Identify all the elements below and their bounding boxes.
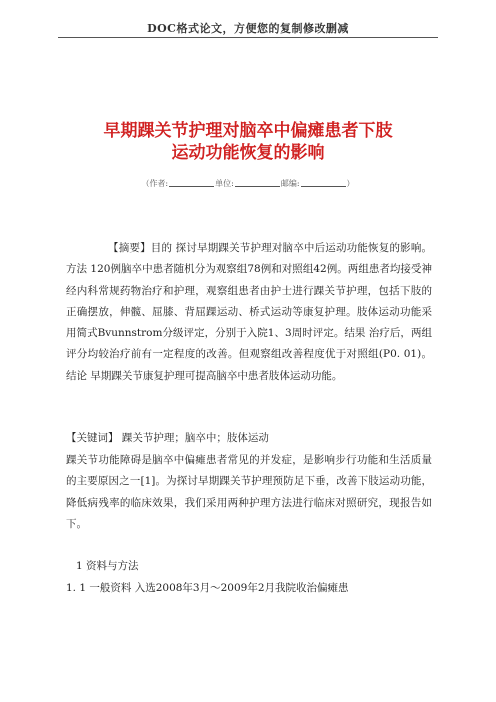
header-divider xyxy=(58,37,438,38)
intro-paragraph: 踝关节功能障碍是脑卒中偏瘫患者常见的并发症，是影响步行功能和生活质量的主要原因之一[1]。为探讨早期踝关节护理预防足下垂，改善下肢运动功能，降低病残率的临床效果，我们采用两种护理方法进行临床对照研究，现报告如下。 xyxy=(66,454,432,530)
title-line-2: 运动功能恢复的影响 xyxy=(171,143,325,163)
unit-blank xyxy=(235,178,280,187)
keywords-line xyxy=(66,428,432,449)
author-blank xyxy=(169,178,214,187)
abstract-label: 【摘要】 xyxy=(108,242,151,254)
subsection-line: 1. 1 一般资料 入选2008年3月～2009年2月我院收治偏瘫患 xyxy=(66,582,349,594)
postcode-blank xyxy=(301,178,346,187)
keywords-text: 踝关节护理；脑卒中；肢体运动 xyxy=(121,432,269,444)
postcode-label: 邮编: xyxy=(280,179,300,188)
abstract-text: 目的 探讨早期踝关节护理对脑卒中后运动功能恢复的影响。方法 120例脑卒中患者随机分为观察组78例和对照组42例。两组患者均接受神经内科常规药物治疗和护理，观察组患者由护士进行踝关节护理，包括下肢的正确摆放，伸髋、屈膝、背屈踝运动、桥式运动等康复护理。肢体运动功能采用简式Bvunnstrom分级评定，分别于入院1、3周时评定。结果 治疗后，两组评分均较治疗前有一定程度的改善。但观察组改善程度优于对照组(P0. 01)。结论 早期踝关节康复护理可提高脑卒中患者肢体运动功能。 xyxy=(66,242,433,382)
article-title xyxy=(58,120,438,164)
keywords-label: 【关键词】 xyxy=(66,432,119,444)
header-note: DOC格式论文，方便您的复制修改删减 xyxy=(147,22,349,35)
author-info-close: ） xyxy=(346,179,355,188)
abstract-paragraph xyxy=(66,238,432,387)
unit-label: 单位: xyxy=(215,179,234,188)
author-label: （作者: xyxy=(141,179,169,188)
section-heading: 1 资料与方法 xyxy=(76,560,139,572)
title-line-1: 早期踝关节护理对脑卒中偏瘫患者下肢 xyxy=(103,121,393,141)
author-info xyxy=(58,178,438,189)
